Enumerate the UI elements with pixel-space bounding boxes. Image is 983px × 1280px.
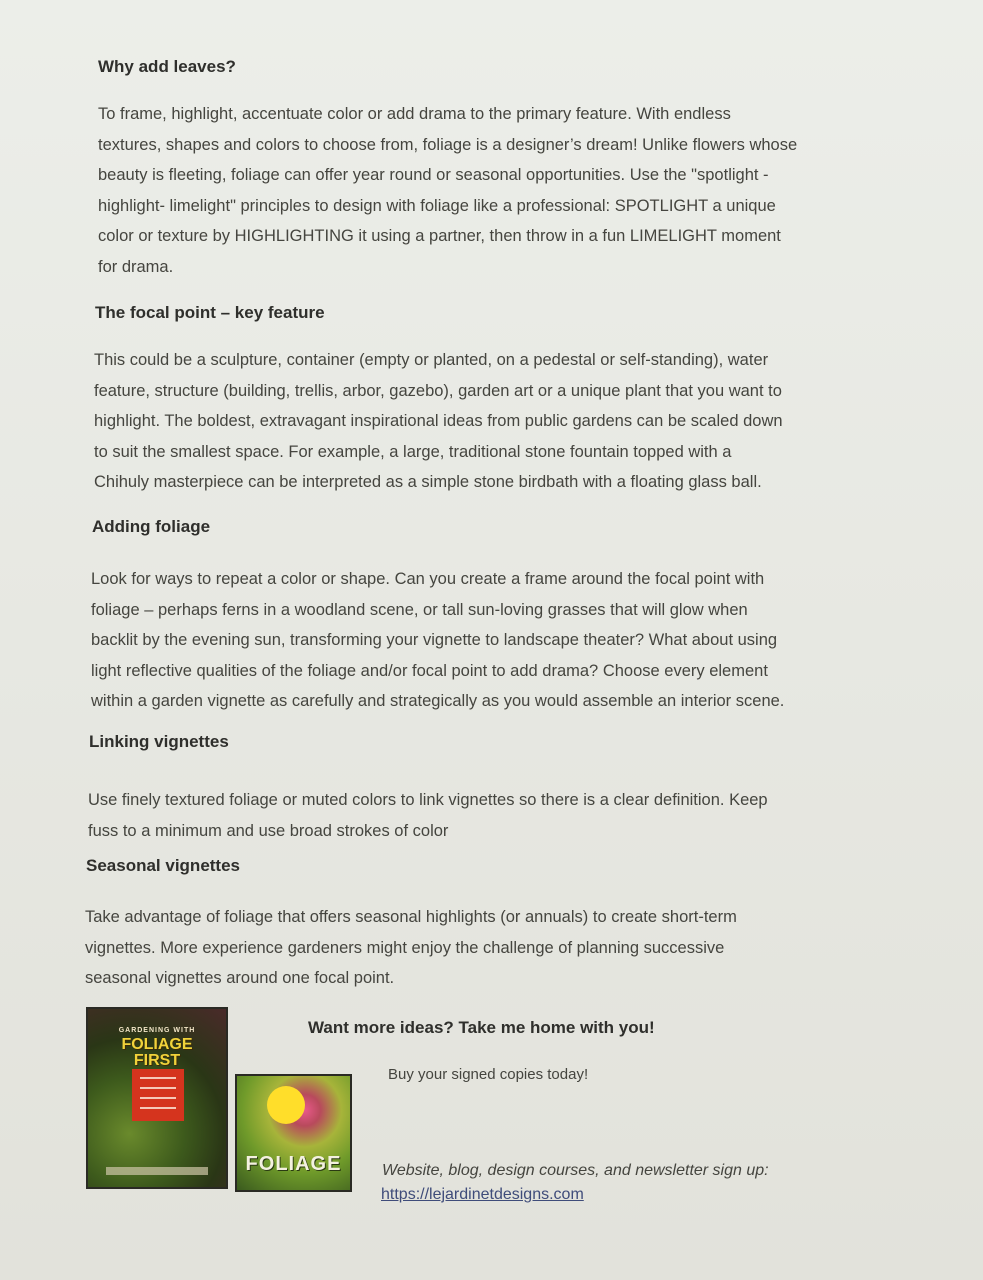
heading-seasonal-vignettes: Seasonal vignettes: [86, 856, 241, 875]
paragraph-why-add-leaves: [98, 99, 938, 282]
paragraph-seasonal-vignettes: [85, 902, 915, 994]
book-cover-badge: [267, 1086, 305, 1124]
text-line: beauty is fleeting, foliage can offer year round or seasonal opportunities. Use the "spotlight -: [98, 166, 769, 184]
heading-linking-vignettes: Linking vignettes: [89, 732, 229, 751]
promo-headline: Want more ideas? Take me home with you!: [308, 1018, 655, 1037]
book-cover-title: FOLIAGE: [245, 1153, 342, 1175]
text-line: fuss to a minimum and use broad strokes of color: [88, 821, 449, 840]
text-line: within a garden vignette as carefully and strategically as you would assemble an interior scene.: [91, 692, 785, 710]
heading-focal-point: The focal point – key feature: [95, 303, 325, 322]
heading-why-add-leaves: Why add leaves?: [98, 57, 236, 76]
book-cover-red-band: [132, 1069, 184, 1121]
text-line: to suit the smallest space. For example, a large, traditional stone fountain topped with a: [94, 442, 732, 461]
text-line: highlight. The boldest, extravagant inspirational ideas from public gardens can be scaled down: [94, 412, 783, 430]
website-link[interactable]: https://lejardinetdesigns.com: [381, 1186, 584, 1203]
text-line: textures, shapes and colors to choose from, foliage is a designer’s dream! Unlike flowers whose: [98, 135, 798, 154]
promo-signed-copies: Buy your signed copies today!: [388, 1066, 589, 1083]
book-cover-title-line: FOLIAGE: [121, 1036, 193, 1053]
text-line: for drama.: [98, 257, 174, 276]
text-line: Take advantage of foliage that offers seasonal highlights (or annuals) to create short-term: [85, 908, 737, 926]
book-cover-small-text: GARDENING WITH: [118, 1027, 196, 1034]
text-line: Look for ways to repeat a color or shape. Can you create a frame around the focal point with: [91, 570, 765, 588]
text-line: color or texture by HIGHLIGHTING it using a partner, then throw in a fun LIMELIGHT moment: [98, 227, 781, 245]
book-cover-foliage-first: [86, 1007, 228, 1189]
text-line: backlit by the evening sun, transforming your vignette to landscape theater? What about using: [91, 631, 778, 649]
book-cover-title: [98, 1037, 216, 1069]
heading-adding-foliage: Adding foliage: [92, 517, 211, 536]
text-line: foliage – perhaps ferns in a woodland scene, or tall sun-loving grasses that will glow when: [91, 600, 748, 619]
text-line: highlight- limelight" principles to design with foliage like a professional: SPOTLIGHT a unique: [98, 196, 776, 215]
text-line: vignettes. More experience gardeners might enjoy the challenge of planning successive: [85, 938, 725, 957]
text-line: This could be a sculpture, container (empty or planted, on a pedestal or self-standing), water: [94, 351, 769, 369]
text-line: Chihuly masterpiece can be interpreted as a simple stone birdbath with a floating glass ball.: [94, 473, 762, 491]
paragraph-adding-foliage: [91, 564, 941, 717]
paragraph-focal-point: [94, 345, 939, 498]
text-line: feature, structure (building, trellis, arbor, gazebo), garden art or a unique plant that you want to: [94, 381, 782, 400]
website-label: Website, blog, design courses, and newsletter sign up:: [382, 1162, 769, 1179]
book-cover-title-line: FIRST: [133, 1052, 181, 1069]
text-line: seasonal vignettes around one focal point.: [85, 969, 395, 987]
text-line: light reflective qualities of the foliage and/or focal point to add drama? Choose every element: [91, 661, 768, 680]
text-line: Use finely textured foliage or muted colors to link vignettes so there is a clear definition. Keep: [88, 791, 768, 809]
text-line: To frame, highlight, accentuate color or add drama to the primary feature. With endless: [98, 105, 731, 123]
book-cover-author-strip: [106, 1167, 208, 1175]
paragraph-linking-vignettes: [88, 785, 938, 846]
book-cover-foliage: [235, 1074, 352, 1192]
